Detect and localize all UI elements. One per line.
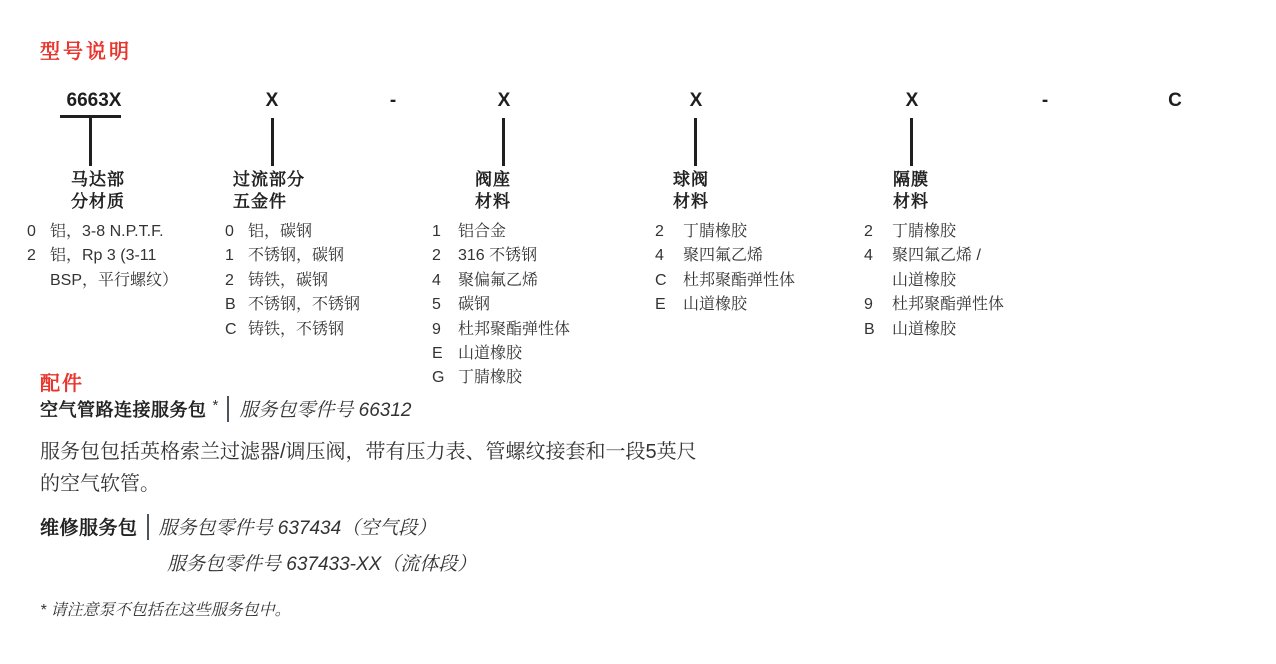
option-text: 聚四氟乙烯 [683,247,764,265]
option-code: 9 [864,296,873,314]
column-options [27,220,178,293]
option-row [864,244,1004,268]
column-header: 阀座 材料 [475,170,511,211]
option-row [655,244,795,268]
air-line-kit-description: 服务包包括英格索兰过滤器/调压阀，带有压力表、管螺纹接套和一段5英尺 [40,441,697,463]
option-row [432,220,570,244]
option-code: 1 [225,247,234,265]
option-text: BSP，平行螺纹） [50,271,179,289]
model-code-token-4: X [905,90,919,111]
option-row [225,244,360,268]
option-code: 2 [432,247,441,265]
repair-kit-part-number-fluid: 服务包零件号 637433-XX（流体段） [167,554,477,575]
model-code-suffix: C [1168,90,1182,111]
option-code: B [225,296,236,314]
option-code: 5 [432,296,441,314]
model-code-token-2: X [497,90,511,111]
column-valve-seat-material [432,169,570,391]
column-wetted-hardware [225,169,360,342]
column-options [655,220,795,318]
option-text: 铝，Rp 3 (3-11 [50,247,157,265]
page-footnote: * 请注意泵不包括在这些服务包中。 [40,602,291,619]
option-row [655,293,795,317]
option-text: 山道橡胶 [892,271,957,289]
footnote-asterisk: * [212,397,219,414]
option-row [432,366,570,390]
option-row [864,269,1004,293]
column-header: 马达部 分材质 [71,170,125,211]
option-text: 碳钢 [458,296,491,314]
connector-vertical-line [271,118,274,166]
option-code: G [432,369,445,387]
option-code [27,269,50,293]
option-code: C [655,271,667,289]
option-text: 丁腈橡胶 [458,369,523,387]
air-line-kit-part-number: 服务包零件号 66312 [239,400,412,421]
option-text: 不锈钢，碳钢 [248,247,345,265]
option-row [432,318,570,342]
air-line-kit-description: 的空气软管。 [40,473,160,495]
option-row [27,269,178,293]
air-line-kit-label: 空气管路连接服务包 [40,399,207,420]
option-row [27,220,178,244]
option-code: 0 [27,223,36,240]
section-title-accessories: 配件 [40,373,84,395]
column-options [432,220,570,391]
option-code: B [864,320,875,338]
separator-pipe [227,396,229,422]
option-code: 4 [432,271,441,289]
option-row [432,269,570,293]
option-text: 山道橡胶 [458,345,523,363]
column-ball-valve-material [655,169,795,318]
option-text: 杜邦聚酯弹性体 [892,296,1005,314]
column-diaphragm-material [864,169,1004,342]
model-code-token-3: X [689,90,703,111]
option-code: E [432,345,443,363]
column-options [225,220,360,342]
separator-pipe [147,514,149,540]
option-text: 不锈钢，不锈钢 [248,296,361,314]
option-row [864,293,1004,317]
option-row [432,244,570,268]
option-code: 2 [225,271,234,289]
option-text: 丁腈橡胶 [892,223,957,240]
model-code-dash-1: - [389,90,397,111]
option-text: 铝合金 [458,223,507,240]
air-line-kit-row [40,395,411,422]
option-code: 0 [225,223,234,240]
option-row [864,318,1004,342]
option-code: 9 [432,320,441,338]
model-code-token-1: X [265,90,279,111]
model-code-dash-2: - [1041,90,1049,111]
connector-vertical-line [89,118,92,166]
option-row [27,244,178,268]
option-text: 316 不锈钢 [458,247,538,265]
repair-kit-part-number-air: 服务包零件号 637434（空气段） [158,518,437,539]
model-code-base: 6663X [66,90,122,111]
option-row [225,269,360,293]
option-row [864,220,1004,244]
option-code: 4 [655,247,664,265]
option-text: 聚四氟乙烯 / [892,247,981,265]
option-code: 1 [432,223,441,240]
option-code: 2 [27,247,36,265]
option-code: C [225,320,237,338]
option-text: 铸铁，不锈钢 [248,320,345,338]
column-header: 隔膜 材料 [893,170,929,211]
option-text: 山道橡胶 [892,320,957,338]
option-row [655,220,795,244]
option-code [864,269,892,293]
option-row [225,220,360,244]
option-row [432,342,570,366]
column-header: 过流部分 五金件 [233,170,305,211]
section-title-model: 型号说明 [40,41,132,63]
option-code: E [655,296,666,314]
option-code: 2 [655,223,664,240]
option-text: 杜邦聚酯弹性体 [683,271,796,289]
option-code: 4 [864,247,873,265]
option-code: 2 [864,223,873,240]
option-text: 杜邦聚酯弹性体 [458,320,571,338]
option-row [225,318,360,342]
option-text: 铸铁，碳钢 [248,271,329,289]
column-motor-material [27,169,178,293]
option-text: 铝，碳钢 [248,223,313,240]
option-row [225,293,360,317]
repair-kit-label: 维修服务包 [40,518,138,539]
option-row [432,293,570,317]
connector-vertical-line [694,118,697,166]
column-options [864,220,1004,342]
option-text: 山道橡胶 [683,296,748,314]
repair-kit-row [40,513,436,540]
option-text: 聚偏氟乙烯 [458,271,539,289]
option-text: 铝，3-8 N.P.T.F. [50,223,164,240]
option-text: 丁腈橡胶 [683,223,748,240]
connector-vertical-line [502,118,505,166]
connector-vertical-line [910,118,913,166]
column-header: 球阀 材料 [673,170,709,211]
option-row [655,269,795,293]
